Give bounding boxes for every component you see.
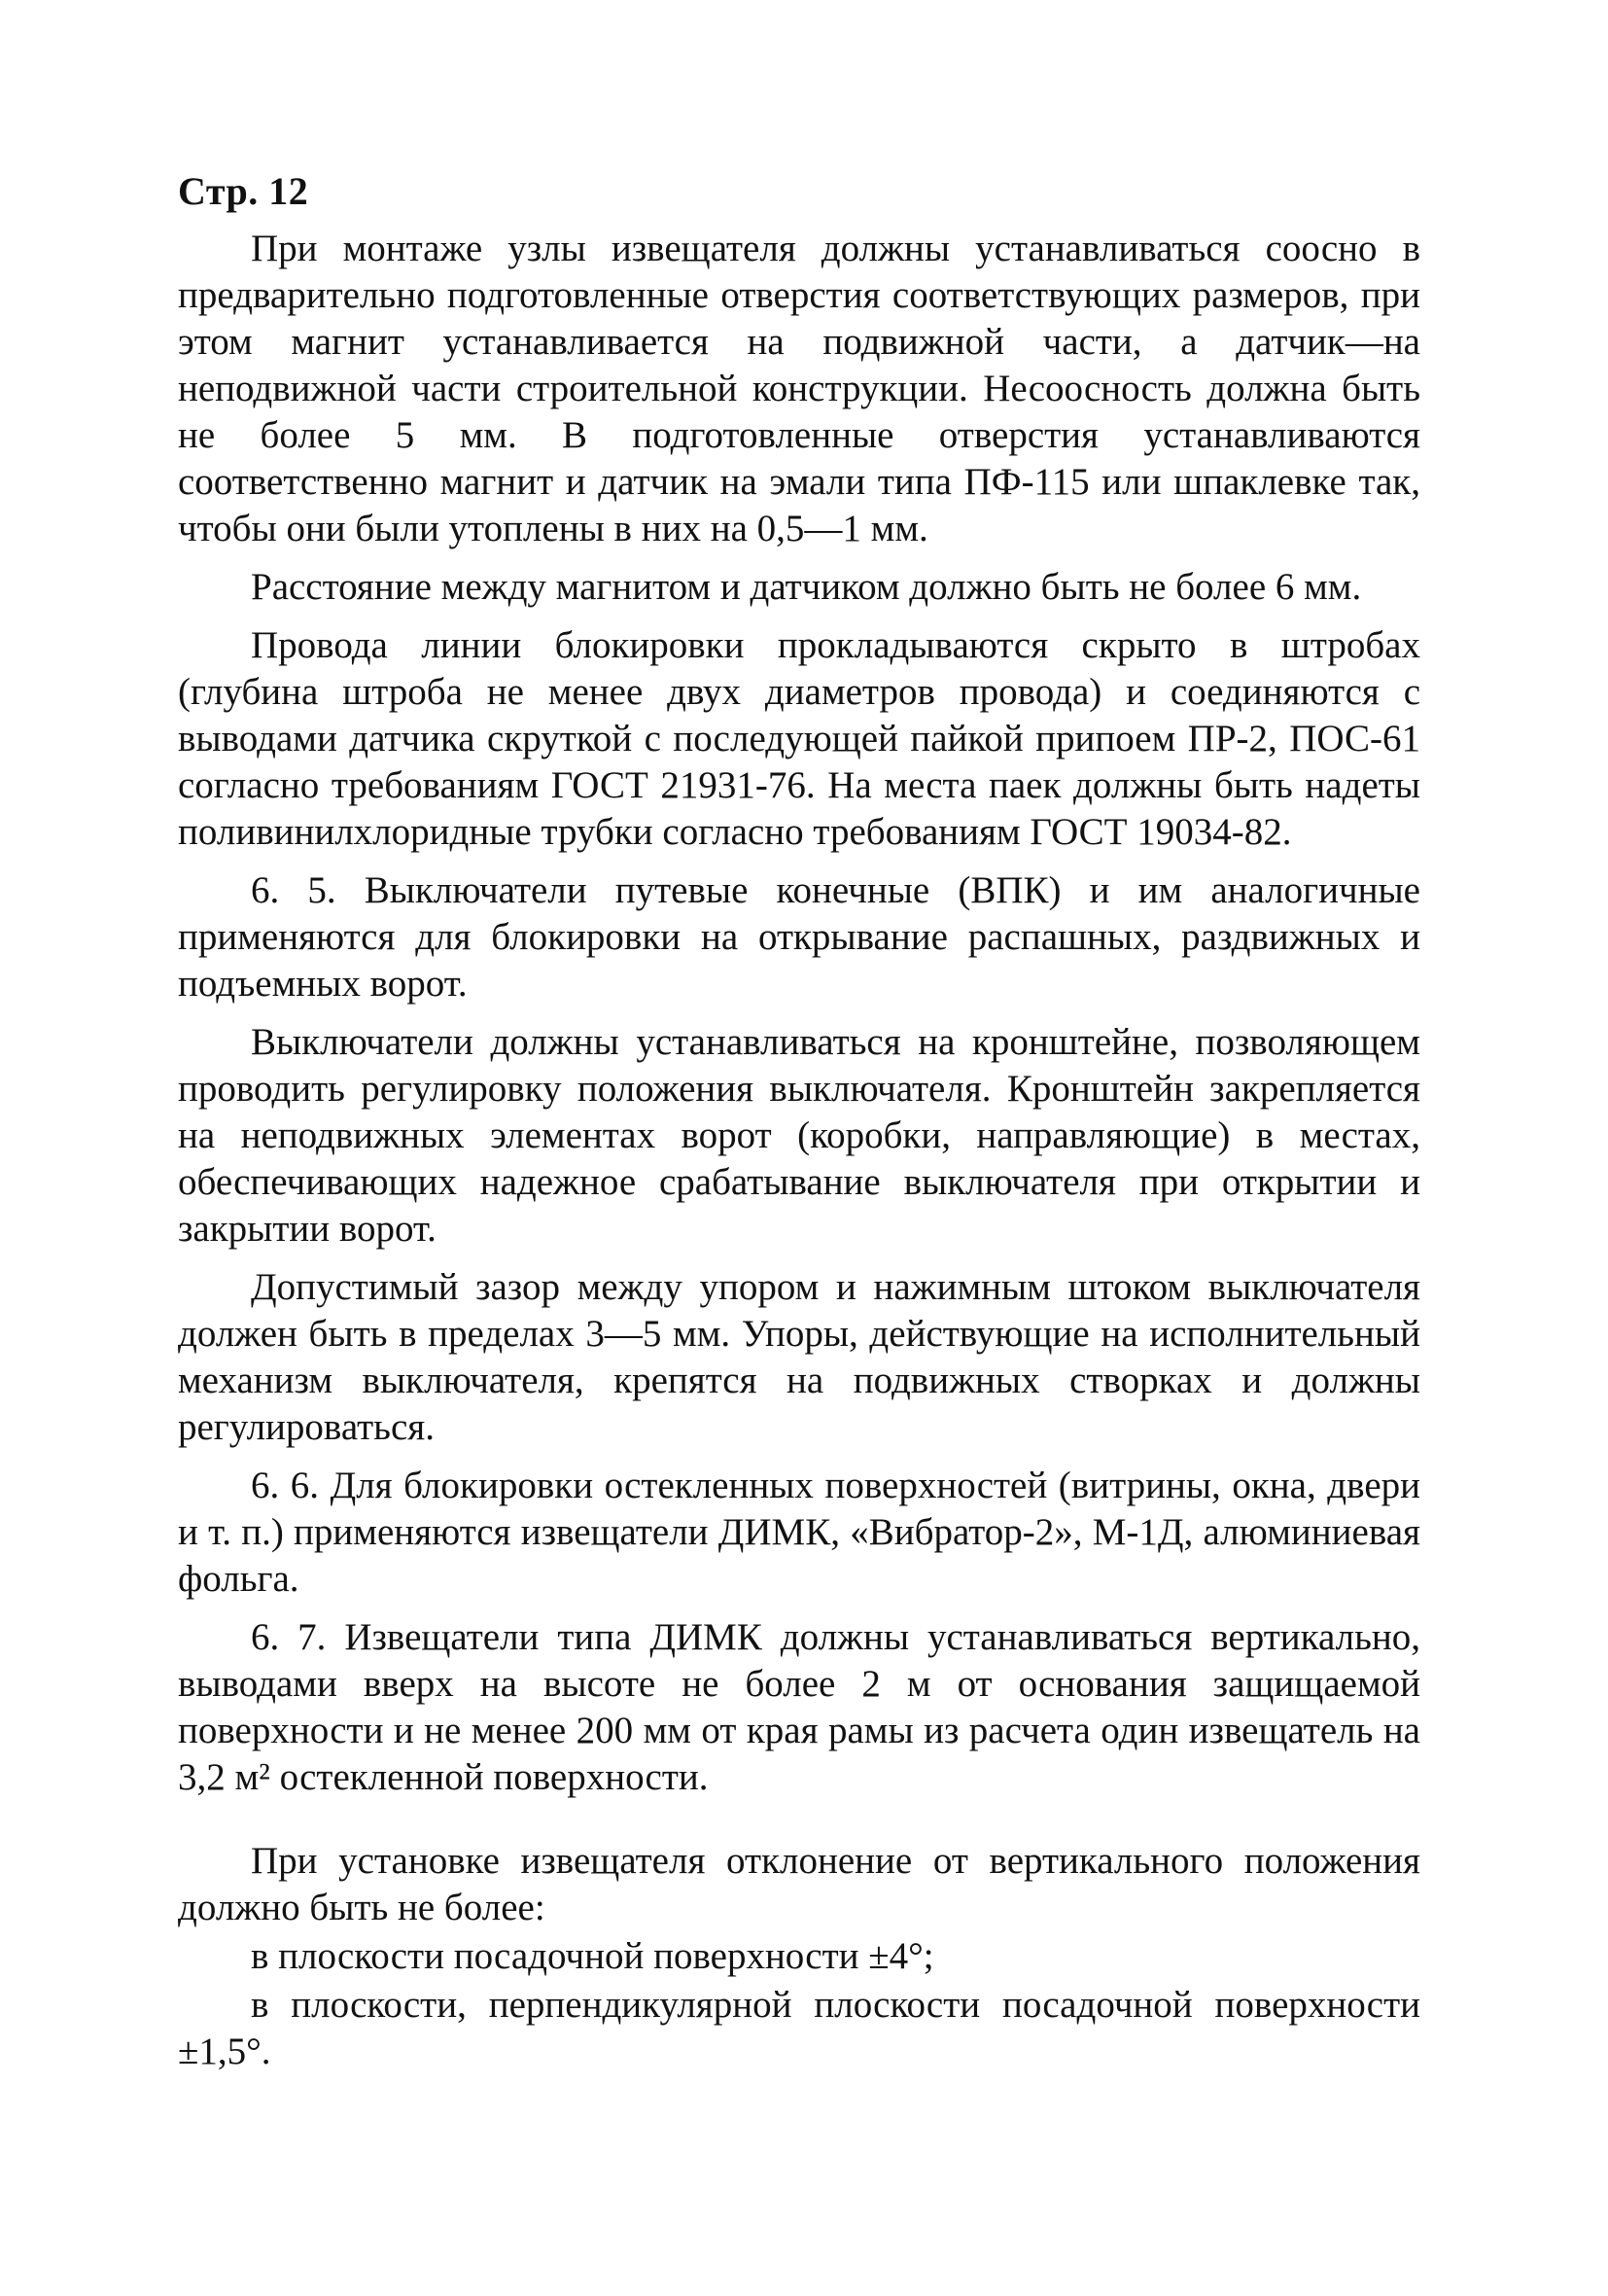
paragraph-gap: Допустимый зазор между упором и нажимным штоком выключателя должен быть в пределах 3—5 мм. Упоры, действующие на исполнительный механизм выключателя, крепятся на подвижных створках и должны регулироваться. (178, 1266, 1420, 1448)
paragraph-6-5: 6. 5. Выключатели путевые конечные (ВПК) и им аналогичные применяются для блокировки на открывание распашных, раздвижных и подъемных ворот. (178, 869, 1420, 1005)
paragraph-spacer (178, 1813, 1420, 1838)
paragraph-deviation-seat-plane: в плоскости посадочной поверхности ±4°; (251, 1935, 934, 1977)
paragraph-6-6: 6. 6. Для блокировки остекленных поверхностей (витрины, окна, двери и т. п.) применяются извещатели ДИМК, «Вибратор-2», М-1Д, алюминиевая фольга. (178, 1465, 1420, 1600)
paragraph-mounting: При монтаже узлы извещателя должны устанавливаться соосно в предварительно подготовленные отверстия соответствующих размеров, при этом магнит устанавливается на подвижной части, а датчик—на неподвижной части строительной конструкции. Несоосность должна быть не более 5 мм. В подготовленные отверстия устанавливаются соответственно магнит и датчик на эмали типа ПФ-115 или шпаклевке так, чтобы они были утоплены в них на 0,5—1 мм. (178, 228, 1420, 549)
text-column (178, 163, 1420, 2077)
paragraph-deviation-perpendicular: в плоскости, перпендикулярной плоскости посадочной поверхности ±1,5°. (178, 1984, 1420, 2072)
paragraph-switch-mounting: Выключатели должны устанавливаться на кронштейне, позволяющем проводить регулировку положения выключателя. Кронштейн закрепляется на неподвижных элементах ворот (коробки, направляющие) в местах, обеспечивающих надежное срабатывание выключателя при открытии и закрытии ворот. (178, 1021, 1420, 1250)
paragraph-deviation: При установке извещателя отклонение от вертикального положения должно быть не более: (178, 1840, 1420, 1928)
paragraph-distance: Расстояние между магнитом и датчиком должно быть не более 6 мм. (251, 566, 1362, 608)
paragraph-6-7: 6. 7. Извещатели типа ДИМК должны устанавливаться вертикально, выводами вверх на высоте не более 2 м от основания защищаемой поверхности и не менее 200 мм от края рамы из расчета один извещатель на 3,2 м² остекленной поверхности. (178, 1616, 1420, 1798)
paragraph-wiring: Провода линии блокировки прокладываются скрыто в штробах (глубина штроба не менее двух диаметров провода) и соединяются с выводами датчика скруткой с последующей пайкой припоем ПР-2, ПОС-61 согласно требованиям ГОСТ 21931-76. На места паек должны быть надеты поливинилхлоридные трубки согласно требованиям ГОСТ 19034-82. (178, 624, 1420, 853)
page-number: Стр. 12 (178, 169, 309, 213)
